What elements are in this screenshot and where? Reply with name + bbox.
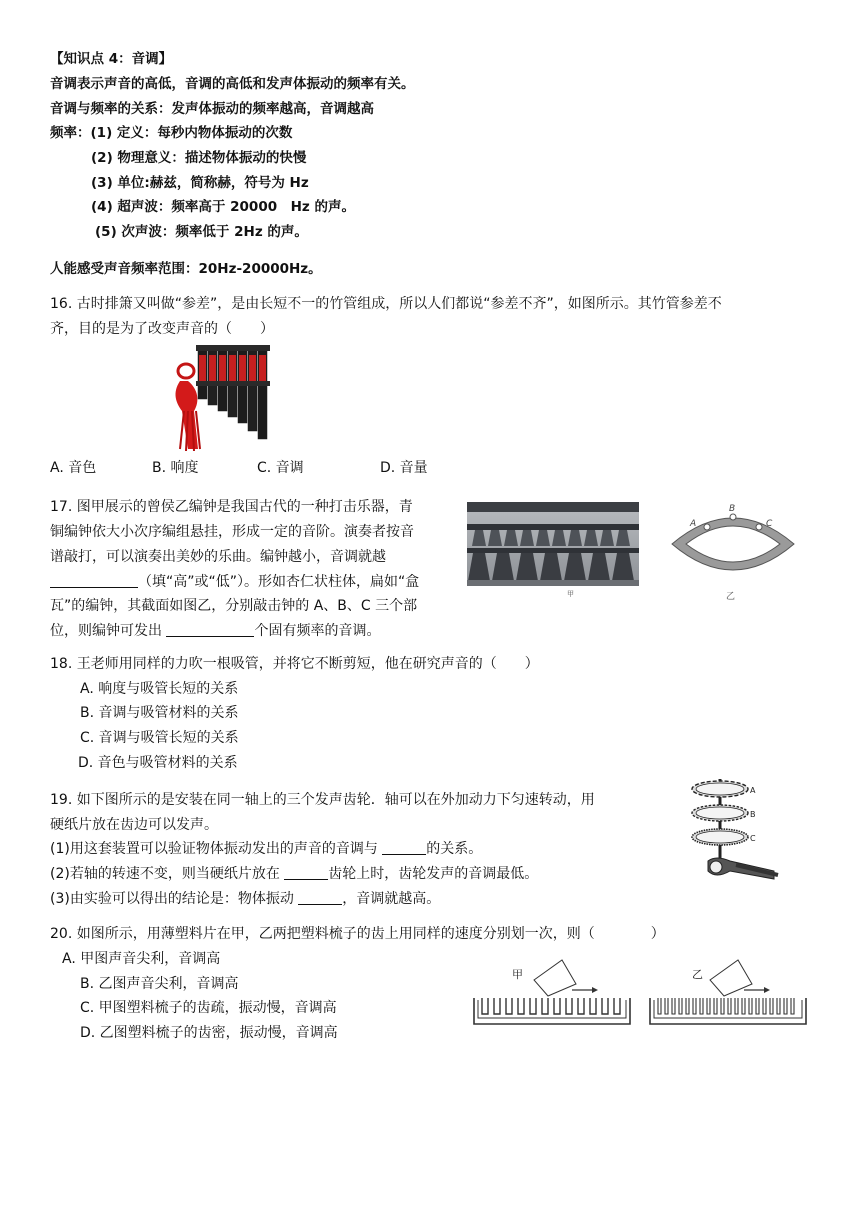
comb-jia-figure bbox=[472, 952, 632, 1032]
gear-a-label: A bbox=[750, 786, 756, 795]
gear-c-label: C bbox=[750, 834, 756, 843]
q19-stem-line-2: 硬纸片放在齿边可以发声。 bbox=[50, 817, 218, 833]
gear-b-label: B bbox=[750, 810, 756, 819]
q18-stem: 18. 王老师用同样的力吹一根吸管，并将它不断剪短，他在研究声音的（ ） bbox=[50, 656, 539, 672]
q17-stem-line-2: 铜编钟依大小次序编组悬挂，形成一定的音阶。演奏者按音 bbox=[50, 524, 414, 540]
bell-cross-section bbox=[660, 502, 840, 614]
q19-blank-3[interactable] bbox=[298, 890, 342, 905]
figure-label-jia: 甲 bbox=[567, 590, 574, 598]
panpipe-image bbox=[158, 341, 288, 453]
q19-stem-line-1: 19. 如下图所示的是安装在同一轴上的三个发声齿轮．轴可以在外加动力下匀速转动，用 bbox=[50, 792, 595, 808]
comb-yi-figure bbox=[648, 952, 808, 1032]
q16-option-b[interactable]: B. 响度 bbox=[152, 460, 199, 476]
point-a-label: A bbox=[690, 519, 697, 529]
q16-option-a[interactable]: A. 音色 bbox=[50, 460, 97, 476]
q18-option-c[interactable]: C. 音调与吸管长短的关系 bbox=[80, 730, 239, 746]
q19-sub-2: (2)若轴的转速不变，则当硬纸片放在 齿轮上时，齿轮发声的音调最低。 bbox=[50, 866, 539, 882]
q20-option-c[interactable]: C. 甲图塑料梳子的齿疏，振动慢，音调高 bbox=[80, 1000, 337, 1016]
q17-stem-line-4: （填“高”或“低”）。形如杏仁状柱体，扁如“盒 bbox=[50, 570, 419, 595]
knowledge-line-2: 音调与频率的关系：发声体振动的频率越高，音调越高 bbox=[50, 101, 374, 117]
point-b-label: B bbox=[729, 504, 736, 514]
q20-option-a[interactable]: A. 甲图声音尖利，音调高 bbox=[62, 951, 221, 967]
q16-stem-line-2: 齐，目的是为了改变声音的（ ） bbox=[50, 321, 274, 337]
q18-option-a[interactable]: A. 响度与吸管长短的关系 bbox=[80, 681, 239, 697]
figure-label-yi: 乙 bbox=[726, 592, 736, 602]
q18-option-d[interactable]: D. 音色与吸管材料的关系 bbox=[78, 755, 238, 771]
q20-option-d[interactable]: D. 乙图塑料梳子的齿密，振动慢，音调高 bbox=[80, 1025, 338, 1041]
q16-stem-line-1: 16. 古时排箫又叫做“参差”，是由长短不一的竹管组成，所以人们都说“参差不齐”，如图所示。其竹管参差不 bbox=[50, 296, 722, 312]
sound-gears-figure bbox=[686, 775, 782, 887]
q17-stem-line-5: 瓦”的编钟，其截面如图乙，分别敲击钟的 A、B、C 三个部 bbox=[50, 598, 418, 614]
comb-yi-label: 乙 bbox=[692, 968, 703, 981]
q16-option-d[interactable]: D. 音量 bbox=[380, 460, 428, 476]
knowledge-range: 人能感受声音频率范围：20Hz-20000Hz。 bbox=[50, 261, 322, 277]
knowledge-line-1: 音调表示声音的高低，音调的高低和发声体振动的频率有关。 bbox=[50, 76, 415, 92]
q16-option-c[interactable]: C. 音调 bbox=[257, 460, 304, 476]
comb-jia-label: 甲 bbox=[512, 968, 523, 981]
q17-stem-line-6: 位，则编钟可发出 个固有频率的音调。 bbox=[50, 623, 381, 639]
q19-blank-1[interactable] bbox=[382, 840, 426, 855]
knowledge-line-4: (2) 物理意义：描述物体振动的快慢 bbox=[91, 150, 307, 166]
q20-stem: 20. 如图所示，用薄塑料片在甲，乙两把塑料梳子的齿上用同样的速度分别划一次，则（ ） bbox=[50, 926, 665, 942]
q20-option-b[interactable]: B. 乙图声音尖利，音调高 bbox=[80, 976, 239, 992]
q17-blank-2[interactable] bbox=[166, 622, 254, 637]
chime-bells-photo bbox=[467, 502, 639, 598]
knowledge-line-5: (3) 单位:赫兹，简称赫，符号为 Hz bbox=[91, 175, 309, 191]
q17-stem-line-3: 谱敲打，可以演奏出美妙的乐曲。编钟越小，音调就越 bbox=[50, 549, 386, 565]
knowledge-line-7: (5) 次声波：频率低于 2Hz 的声。 bbox=[95, 224, 308, 240]
q17-blank-1[interactable] bbox=[50, 573, 138, 588]
knowledge-line-3: 频率：(1) 定义：每秒内物体振动的次数 bbox=[50, 125, 293, 141]
q19-sub-1: (1)用这套装置可以验证物体振动发出的声音的音调与 的关系。 bbox=[50, 841, 483, 857]
q19-blank-2[interactable] bbox=[284, 865, 328, 880]
q17-stem-line-1: 17. 图甲展示的曾侯乙编钟是我国古代的一种打击乐器，青 bbox=[50, 499, 413, 515]
knowledge-title: 【知识点 4：音调】 bbox=[50, 51, 173, 67]
q19-sub-3: (3)由实验可以得出的结论是：物体振动 ，音调就越高。 bbox=[50, 891, 441, 907]
q18-option-b[interactable]: B. 音调与吸管材料的关系 bbox=[80, 705, 239, 721]
point-c-label: C bbox=[766, 519, 773, 529]
knowledge-line-6: (4) 超声波：频率高于 20000 Hz 的声。 bbox=[91, 199, 355, 215]
